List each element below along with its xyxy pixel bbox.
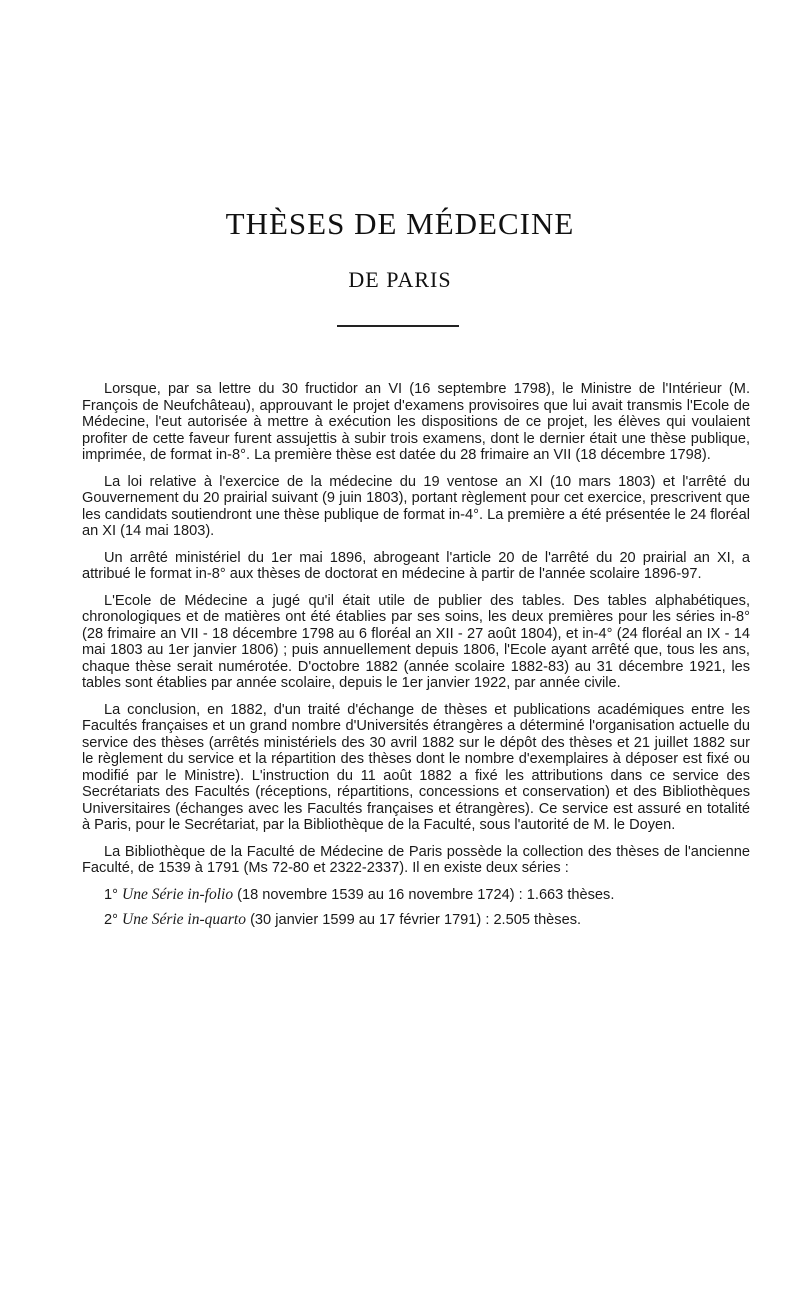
- series-item-folio: [82, 887, 750, 904]
- series-item-quarto: [82, 912, 750, 929]
- paragraph-3: Un arrêté ministériel du 1er mai 1896, abrogeant l'article 20 de l'arrêté du 20 prairial an XI, a attribué le format in-8° aux thèses de doctorat en médecine à partir de l'année scolaire 1896-97.: [82, 549, 750, 582]
- series-number: 2°: [104, 912, 118, 928]
- page-title: THÈSES DE MÉDECINE: [225, 206, 575, 241]
- series-detail: (18 novembre 1539 au 16 novembre 1724) : 1.663 thèses.: [237, 886, 615, 903]
- paragraph-6: La Bibliothèque de la Faculté de Médecine de Paris possède la collection des thèses de l'ancienne Faculté, de 1539 à 1791 (Ms 72-80 et 2322-2337). Il en existe deux séries :: [82, 843, 750, 876]
- series-number: 1°: [104, 886, 118, 903]
- paragraph-2: La loi relative à l'exercice de la médecine du 19 ventose an XI (10 mars 1803) et l'arrêté du Gouvernement du 20 prairial suivant (9 juin 1803), portant règlement pour cet exercice, prescrivent que les candidats soutiendront une thèse publique de format in-4°. La première a été présentée le 24 floréal an XI (14 mai 1803).: [82, 473, 750, 539]
- series-list: [82, 887, 750, 929]
- paragraph-4: L'Ecole de Médecine a jugé qu'il était utile de publier des tables. Des tables alphabétiques, chronologiques et de matières ont été établies par ses soins, les deux premières pour les séries in-8° (28 frimaire an VII - 18 décembre 1798 au 6 floréal an XII - 27 août 1804), et in-4° (24 floréal an IX - 14 mai 1803 au 1er janvier 1806) ; puis annuellement depuis 1806, l'Ecole ayant arrêté que, tous les ans, chaque thèse serait numérotée. D'octobre 1882 (année scolaire 1882-83) au 31 décembre 1921, les tables sont établies par année scolaire, depuis le 1er janvier 1922, par année civile.: [82, 592, 750, 691]
- series-name: Une Série in-folio: [122, 885, 234, 903]
- series-detail: (30 janvier 1599 au 17 février 1791) : 2.505 thèses.: [250, 912, 582, 928]
- paragraph-5: La conclusion, en 1882, d'un traité d'échange de thèses et publications académiques entre les Facultés françaises et un grand nombre d'Universités étrangères a déterminé l'organisation actuelle du service des thèses (arrêtés ministériels des 30 avril 1882 sur le dépôt des thèses et 21 juillet 1882 sur le règlement du service et la répartition des thèses dont le nombre d'exemplaires à déposer est fixé ou modifié par le Ministre). L'instruction du 11 août 1882 a fixé les attributions dans ce service des Secrétariats des Facultés (réceptions, répartitions, concessions et conservation) et des Bibliothèques Universitaires (échanges avec les Facultés françaises et étrangères). Ce service est assuré en totalité à Paris, pour le Secrétariat, par la Bibliothèque de la Faculté, sous l'autorité de M. le Doyen.: [82, 701, 750, 833]
- body-text: [82, 381, 750, 938]
- page-subtitle: DE PARIS: [348, 267, 452, 292]
- paragraph-1: Lorsque, par sa lettre du 30 fructidor an VI (16 septembre 1798), le Ministre de l'Intérieur (M. François de Neufchâteau), approuvant le projet d'examens provisoires que lui avait transmis l'Ecole de Médecine, l'eut autorisée à mettre à exécution les dispositions de ce projet, les élèves qui voulaient profiter de cette faveur furent assujettis à subir trois examens, dont le dernier était une thèse publique, imprimée, de format in-8°. La première thèse est datée du 28 frimaire an VII (18 décembre 1798).: [82, 381, 750, 463]
- title-divider: [337, 325, 459, 327]
- series-name: Une Série in-quarto: [122, 911, 246, 928]
